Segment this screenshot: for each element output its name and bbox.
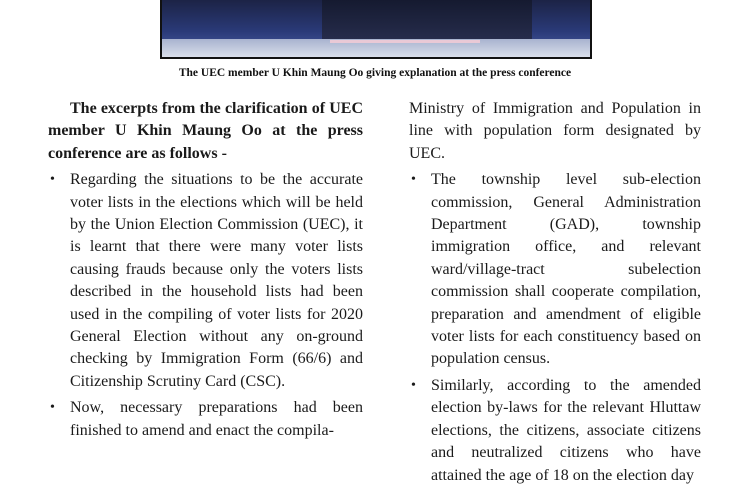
press-conference-photo (160, 0, 592, 59)
right-column (409, 98, 701, 491)
list-item-text: Similarly, according to the amended election by-laws for the relevant Hluttaw elections, the citizens, associate citizens and neutralized citizens who have attained the age of 18 on the election day (431, 376, 701, 484)
list-item (409, 169, 701, 371)
bullet-icon: • (411, 172, 416, 188)
list-item (48, 169, 363, 393)
intro-heading: The excerpts from the clarification of UEC member U Khin Maung Oo at the press conference are as follows - (48, 100, 363, 162)
list-item-text: Now, necessary preparations had been finished to amend and enact the compila- (70, 399, 363, 439)
list-item-text: The township level sub-election commission, General Administration Department (GAD), township immigration office, and relevant ward/village-tract subelection commission shall cooperate compilation, preparation and amendment of eligible voter lists for each constituency based on population census. (431, 171, 701, 368)
left-bullet-list (48, 169, 363, 442)
list-item (48, 397, 363, 442)
list-item-text: Regarding the situations to be the accurate voter lists in the elections which will be held by the Union Election Commission (UEC), it is learnt that there were many voter lists causing frauds because only the voters lists described in the household lists had been used in the compiling of voter lists for 2020 General Election without any on-ground checking by Immigration Form (66/6) and Citizenship Scrutiny Card (CSC). (70, 171, 363, 390)
left-column (48, 98, 363, 446)
list-item (409, 375, 701, 487)
continued-paragraph: Ministry of Immigration and Population in line with population form designated by UEC. (409, 100, 701, 162)
photo-caption: The UEC member U Khin Maung Oo giving explanation at the press conference (178, 67, 572, 79)
right-bullet-list (409, 169, 701, 487)
bullet-icon: • (50, 400, 55, 416)
bullet-icon: • (50, 172, 55, 188)
bullet-icon: • (411, 377, 416, 393)
